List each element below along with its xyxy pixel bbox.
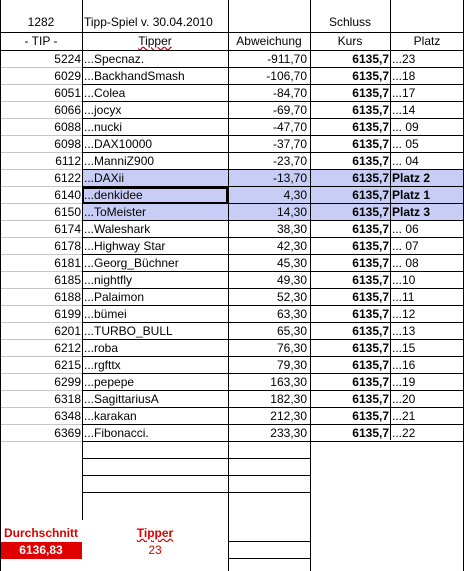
grid-line — [82, 305, 310, 306]
tip-cell[interactable]: 6369 — [54, 426, 81, 440]
tipper-cell[interactable]: ...TURBO_BULL — [84, 324, 173, 338]
table-row — [0, 323, 464, 340]
tip-cell[interactable]: 6181 — [54, 256, 81, 270]
grid-line — [310, 322, 464, 323]
grid-line — [0, 305, 82, 306]
grid-line — [82, 288, 310, 289]
kurs-cell[interactable]: 6135,7 — [352, 222, 389, 236]
table-row — [0, 272, 464, 289]
grid-line — [310, 203, 464, 204]
tip-cell[interactable]: 6029 — [54, 69, 81, 83]
platz-cell[interactable]: ...10 — [392, 273, 416, 287]
kurs-cell[interactable]: 6135,7 — [310, 204, 390, 221]
footer-label-row — [0, 525, 464, 542]
grid-line — [310, 169, 464, 170]
grid-line — [82, 441, 310, 442]
abweichung-cell[interactable]: -37,70 — [272, 137, 307, 151]
kurs-cell[interactable]: 6135,7 — [310, 170, 390, 187]
grid-line — [82, 390, 310, 391]
abweichung-cell[interactable]: 163,30 — [270, 375, 307, 389]
header-row-1 — [0, 14, 464, 31]
kurs-cell[interactable]: 6135,7 — [352, 137, 389, 151]
table-row — [0, 102, 464, 119]
tipper-count-label: Tipper — [136, 526, 174, 540]
tip-cell[interactable]: 6140 — [54, 188, 81, 202]
grid-line — [310, 356, 464, 357]
tip-cell[interactable]: 6178 — [54, 239, 81, 253]
table-row — [0, 187, 464, 204]
grid-line — [0, 220, 82, 221]
tip-cell[interactable]: 6098 — [54, 137, 81, 151]
platz-cell[interactable]: ...18 — [392, 69, 416, 83]
platz-cell[interactable]: ...12 — [392, 307, 416, 321]
grid-line — [0, 203, 82, 204]
grid-line — [310, 254, 464, 255]
platz-cell[interactable]: ...15 — [392, 341, 416, 355]
platz-cell[interactable]: ...11 — [392, 290, 415, 304]
tip-cell[interactable]: 6212 — [54, 341, 81, 355]
kurs-cell[interactable]: 6135,7 — [352, 120, 389, 134]
kurs-cell[interactable]: 6135,7 — [352, 358, 389, 372]
platz-cell[interactable]: Platz 2 — [390, 170, 464, 187]
tipper-cell[interactable]: ...ToMeister — [82, 204, 228, 221]
tipper-cell[interactable]: ...Georg_Büchner — [84, 256, 179, 270]
tipper-cell[interactable]: ...BackhandSmash — [84, 69, 185, 83]
header-row-2 — [0, 33, 464, 50]
tipper-count-value[interactable]: 23 — [148, 543, 162, 557]
table-row — [0, 85, 464, 102]
grid-line — [0, 84, 82, 85]
grid-line — [0, 101, 82, 102]
grid-line — [82, 0, 83, 520]
grid-line — [82, 135, 310, 136]
durchschnitt-label[interactable]: Durchschnitt — [3, 526, 78, 540]
grid-line — [82, 203, 310, 204]
table-row — [0, 391, 464, 408]
kurs-cell[interactable]: 6135,7 — [352, 86, 389, 100]
grid-line — [82, 339, 310, 340]
tipper-cell[interactable]: ...pepepe — [84, 375, 135, 389]
tipper-cell[interactable]: ...Palaimon — [84, 290, 145, 304]
tipper-cell[interactable]: ...karakan — [84, 409, 137, 423]
grid-line — [310, 186, 464, 187]
table-row — [0, 238, 464, 255]
platz-cell[interactable]: ...14 — [392, 103, 416, 117]
platz-cell[interactable]: ... 09 — [392, 120, 419, 134]
tip-cell[interactable]: 6174 — [54, 222, 81, 236]
grid-line — [82, 84, 310, 85]
kurs-cell[interactable]: 6135,7 — [352, 375, 389, 389]
grid-line — [0, 135, 82, 136]
grid-line — [82, 271, 310, 272]
grid-line — [0, 339, 82, 340]
tip-cell[interactable]: 6318 — [54, 392, 81, 406]
grid-line — [0, 118, 82, 119]
grid-line — [310, 441, 464, 442]
table-row — [0, 408, 464, 425]
kurs-cell[interactable]: 6135,7 — [310, 187, 390, 204]
tip-cell[interactable]: 6051 — [54, 86, 81, 100]
abweichung-cell[interactable]: -84,70 — [272, 86, 307, 100]
tipper-cell[interactable]: ...nightfly — [84, 273, 133, 287]
platz-header-cell[interactable]: Platz — [413, 34, 441, 48]
grid-line — [310, 220, 464, 221]
table-row — [0, 204, 464, 221]
abweichung-cell[interactable]: -911,70 — [267, 52, 307, 66]
kurs-cell[interactable]: 6135,7 — [352, 103, 389, 117]
grid-line — [82, 373, 310, 374]
grid-line — [82, 118, 310, 119]
grid-line — [0, 32, 464, 33]
tipper-cell[interactable]: ...Waleshark — [84, 222, 151, 236]
grid-line — [310, 305, 464, 306]
tipper-header-text: Tipper — [138, 34, 172, 48]
tip-cell[interactable]: 6199 — [54, 307, 81, 321]
abweichung-cell[interactable]: 38,30 — [276, 222, 307, 236]
kurs-header-cell[interactable]: Kurs — [337, 34, 363, 48]
grid-line — [0, 237, 82, 238]
grid-line — [82, 101, 310, 102]
platz-cell[interactable]: ...21 — [392, 409, 416, 423]
kurs-cell[interactable]: 6135,7 — [352, 52, 389, 66]
abweichung-cell[interactable]: 65,30 — [276, 324, 307, 338]
platz-cell[interactable]: ... 05 — [392, 137, 419, 151]
grid-line — [0, 152, 82, 153]
grid-line — [310, 237, 464, 238]
platz-cell[interactable]: ... 04 — [392, 154, 419, 168]
grid-line — [0, 356, 82, 357]
grid-line — [82, 152, 310, 153]
table-row — [0, 170, 464, 187]
kurs-cell[interactable]: 6135,7 — [352, 256, 389, 270]
kurs-cell[interactable]: 6135,7 — [352, 409, 389, 423]
tipper-cell[interactable]: ...rgfttx — [84, 358, 121, 372]
abweichung-cell[interactable]: -23,70 — [272, 154, 307, 168]
grid-line — [82, 186, 310, 187]
grid-line — [310, 390, 464, 391]
kurs-cell[interactable]: 6135,7 — [352, 307, 389, 321]
tipper-cell[interactable]: ...nucki — [84, 120, 123, 134]
kurs-cell[interactable]: 6135,7 — [352, 69, 389, 83]
grid-line — [82, 492, 310, 493]
tipper-cell[interactable]: ...ManniZ900 — [84, 154, 155, 168]
tip-cell[interactable]: 6122 — [54, 171, 81, 185]
platz-cell[interactable]: ...17 — [392, 86, 416, 100]
grid-line — [0, 424, 82, 425]
tip-cell[interactable]: 5224 — [54, 52, 81, 66]
tip-cell[interactable]: 6188 — [54, 290, 81, 304]
abweichung-cell[interactable]: -13,70 — [228, 170, 310, 187]
game-title-cell[interactable]: Tipp-Spiel v. 30.04.2010 — [84, 15, 213, 29]
tip-cell[interactable]: 6201 — [54, 324, 81, 338]
table-row — [0, 153, 464, 170]
table-row — [0, 51, 464, 68]
grid-line — [310, 373, 464, 374]
grid-line — [82, 407, 310, 408]
grid-line — [0, 288, 82, 289]
grid-line — [0, 271, 82, 272]
tip-cell[interactable]: 6150 — [54, 205, 81, 219]
abweichung-cell[interactable]: 49,30 — [276, 273, 307, 287]
kurs-cell[interactable]: 6135,7 — [352, 392, 389, 406]
tipper-cell[interactable]: ...bümei — [84, 307, 127, 321]
kurs-cell[interactable]: 6135,7 — [352, 290, 389, 304]
tipper-cell[interactable]: ...DAXii — [82, 170, 228, 187]
platz-cell[interactable]: ...23 — [392, 52, 416, 66]
tip-cell[interactable]: 6088 — [54, 120, 81, 134]
grid-line — [82, 475, 310, 476]
grid-line — [82, 254, 310, 255]
abweichung-cell[interactable]: 212,30 — [270, 409, 307, 423]
tipper-cell[interactable]: ...Highway Star — [84, 239, 166, 253]
tipper-cell[interactable]: ...SagittariusA — [84, 392, 159, 406]
platz-cell[interactable]: ...13 — [392, 324, 416, 338]
grid-line — [82, 322, 310, 323]
abweichung-cell[interactable]: 42,30 — [276, 239, 307, 253]
table-row — [0, 68, 464, 85]
platz-cell[interactable]: ...19 — [392, 375, 416, 389]
abweichung-cell[interactable]: -69,70 — [272, 103, 307, 117]
platz-cell[interactable]: Platz 3 — [390, 204, 464, 221]
table-row — [0, 119, 464, 136]
grid-line — [310, 271, 464, 272]
game-id-cell[interactable]: 1282 — [27, 15, 55, 29]
tip-cell[interactable]: 6066 — [54, 103, 81, 117]
abweichung-cell[interactable]: 52,30 — [276, 290, 307, 304]
schluss-header-cell[interactable]: Schluss — [328, 15, 372, 29]
tipper-cell[interactable]: ...Colea — [84, 86, 126, 100]
grid-line — [0, 254, 82, 255]
grid-line — [0, 373, 82, 374]
grid-line — [0, 50, 464, 51]
grid-line — [82, 424, 310, 425]
platz-cell[interactable]: ... 06 — [392, 222, 419, 236]
tip-cell[interactable]: 6112 — [55, 154, 81, 168]
table-row — [0, 289, 464, 306]
grid-line — [82, 356, 310, 357]
grid-line — [228, 558, 310, 559]
footer-value-row — [0, 542, 464, 559]
table-row — [0, 425, 464, 442]
grid-line — [310, 152, 464, 153]
grid-line — [310, 288, 464, 289]
grid-line — [0, 186, 82, 187]
table-row — [0, 221, 464, 238]
table-row — [0, 255, 464, 272]
table-row — [0, 357, 464, 374]
grid-line — [0, 0, 1, 571]
grid-line — [82, 169, 310, 170]
tipper-cell[interactable]: ...roba — [84, 341, 119, 355]
tipper-cell[interactable]: ...denkidee — [82, 187, 228, 204]
kurs-cell[interactable]: 6135,7 — [352, 341, 389, 355]
grid-line — [0, 67, 82, 68]
grid-line — [310, 424, 464, 425]
abweichung-cell[interactable]: 4,30 — [228, 187, 310, 204]
tipper-count-label-cell[interactable] — [82, 525, 228, 542]
abweichung-cell[interactable]: 79,30 — [276, 358, 307, 372]
table-row — [0, 374, 464, 391]
abweichung-cell[interactable]: -106,70 — [266, 69, 307, 83]
kurs-cell[interactable]: 6135,7 — [352, 426, 389, 440]
grid-line — [0, 390, 82, 391]
abweichung-header-cell[interactable]: Abweichung — [236, 34, 302, 48]
grid-line — [82, 237, 310, 238]
kurs-cell[interactable]: 6135,7 — [352, 154, 389, 168]
durchschnitt-value[interactable]: 6136,83 — [0, 542, 82, 559]
platz-cell[interactable]: ...22 — [392, 426, 416, 440]
abweichung-cell[interactable]: 14,30 — [228, 204, 310, 221]
tip-cell[interactable]: 6215 — [54, 358, 81, 372]
tipper-header-cell[interactable] — [82, 33, 228, 50]
abweichung-cell[interactable]: 45,30 — [276, 256, 307, 270]
platz-cell[interactable]: ... 07 — [392, 239, 419, 253]
kurs-cell[interactable]: 6135,7 — [352, 273, 389, 287]
grid-line — [228, 0, 229, 571]
platz-cell[interactable]: Platz 1 — [390, 187, 464, 204]
platz-cell[interactable]: ... 08 — [392, 256, 419, 270]
grid-line — [310, 118, 464, 119]
tipper-cell[interactable]: ...Specnaz. — [84, 52, 145, 66]
abweichung-cell[interactable]: 182,30 — [270, 392, 307, 406]
grid-line — [0, 407, 82, 408]
abweichung-cell[interactable]: -47,70 — [272, 120, 307, 134]
table-row — [0, 136, 464, 153]
tipper-cell[interactable]: ...DAX10000 — [84, 137, 153, 151]
grid-line — [390, 0, 391, 440]
table-row — [0, 340, 464, 357]
grid-line — [310, 407, 464, 408]
grid-line — [82, 458, 310, 459]
grid-line — [310, 0, 311, 571]
abweichung-cell[interactable]: 76,30 — [276, 341, 307, 355]
tipper-cell[interactable]: ...jocyx — [84, 103, 122, 117]
abweichung-cell[interactable]: 233,30 — [270, 426, 307, 440]
platz-cell[interactable]: ...20 — [392, 392, 416, 406]
tip-cell[interactable]: 6185 — [54, 273, 81, 287]
grid-line — [310, 135, 464, 136]
grid-line — [0, 441, 82, 442]
kurs-cell[interactable]: 6135,7 — [352, 324, 389, 338]
platz-cell[interactable]: ...16 — [392, 358, 416, 372]
kurs-cell[interactable]: 6135,7 — [352, 239, 389, 253]
tipper-cell[interactable]: ...Fibonacci. — [84, 426, 149, 440]
tip-header-cell[interactable]: - TIP - — [24, 34, 58, 48]
grid-line — [82, 67, 310, 68]
grid-line — [310, 84, 464, 85]
grid-line — [82, 220, 310, 221]
grid-line — [310, 67, 464, 68]
grid-line — [0, 169, 82, 170]
table-row — [0, 306, 464, 323]
grid-line — [228, 541, 310, 542]
abweichung-cell[interactable]: 63,30 — [276, 307, 307, 321]
grid-line — [310, 101, 464, 102]
tip-cell[interactable]: 6348 — [54, 409, 81, 423]
grid-line — [0, 322, 82, 323]
tip-cell[interactable]: 6299 — [54, 375, 81, 389]
grid-line — [310, 339, 464, 340]
